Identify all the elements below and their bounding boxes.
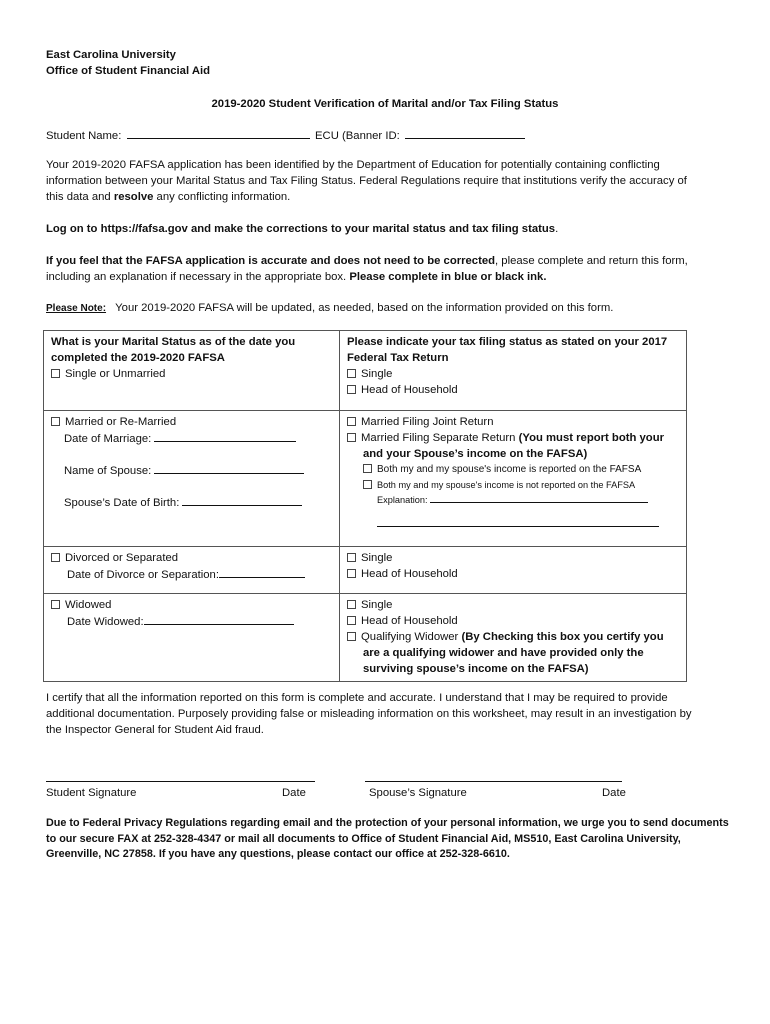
both-reported-checkbox[interactable] [363,464,372,473]
married-option[interactable] [51,414,333,430]
ecu-id-row [315,127,525,144]
divorce-date-label: Date of Divorce or Separation: [67,569,219,581]
certify-line-2: additional documentation. Purposely providing false or misleading information on this worksheet, may result in an investigation by [46,708,692,720]
separate-return-checkbox[interactable] [347,433,356,442]
divorce-date-field[interactable] [219,566,305,578]
married-checkbox[interactable] [51,417,60,426]
row3-hoh-checkbox[interactable] [347,569,356,578]
login-text: Log on to https://fafsa.gov and make the corrections to your marital status and tax filing status [46,223,556,235]
divorced-checkbox[interactable] [51,553,60,562]
tax-header-cell [340,331,687,411]
office-name: Office of Student Financial Aid [46,65,211,77]
intro-line-3 [46,189,290,205]
joint-return-option[interactable] [347,414,680,430]
divorced-cell [44,547,340,594]
accurate-rest: , please complete and return this form, [495,255,688,267]
divorced-option[interactable] [51,550,333,566]
student-signature-line[interactable] [46,781,315,782]
married-cell [44,411,340,547]
qualifying-widower-checkbox[interactable] [347,632,356,641]
login-period: . [555,223,559,235]
ecu-id-field[interactable] [405,127,525,139]
certify-line-3: the Inspector General for Student Aid fraud. [46,724,264,736]
widowed-date-field[interactable] [144,613,294,625]
explanation-field-2[interactable] [377,517,659,527]
row1-single-checkbox[interactable] [347,369,356,378]
intro-resolve: resolve [113,191,154,203]
widowed-date-label: Date Widowed: [67,616,144,628]
qualifying-note-1: (By Checking this box you certify you [461,631,664,643]
widowed-cell [44,594,340,682]
spouse-signature-line[interactable] [365,781,622,782]
row4-hoh-checkbox[interactable] [347,616,356,625]
both-reported-label: Both my and my spouse's income is reported on the FAFSA [377,464,642,475]
explanation-row [347,493,680,507]
qualifying-widower-option[interactable] [347,629,680,645]
tax-header-1: Please indicate your tax filing status as stated on your 2017 [347,336,668,348]
qualifying-widower-label: Qualifying Widower [361,631,459,643]
row4-hoh-label: Head of Household [361,615,458,627]
widowed-label: Widowed [65,599,112,611]
explanation-field[interactable] [430,493,648,503]
marital-header-2: completed the 2019-2020 FAFSA [51,352,225,364]
not-reported-checkbox[interactable] [363,480,372,489]
certify-line-1: I certify that all the information reported on this form is complete and accurate. I understand that I may be required to provide [46,692,668,704]
please-note-text: Your 2019-2020 FAFSA will be updated, as needed, based on the information provided on this form. [115,302,614,314]
student-name-row [46,127,310,144]
married-tax-cell [340,411,687,547]
table-row [44,547,687,594]
please-note-label: Please Note: [46,303,107,314]
not-reported-option[interactable] [347,478,680,493]
login-instruction [46,221,558,237]
widowed-option[interactable] [51,597,333,613]
single-unmarried-option[interactable] [51,366,333,382]
row1-hoh-label: Head of Household [361,384,458,396]
spouse-signature-label: Spouse’s Signature [369,787,467,799]
explanation-line-2[interactable] [347,516,680,532]
spouse-name-row [51,462,333,479]
row1-hoh-option[interactable] [347,382,680,398]
intro-line-3-pre: this data and [46,191,114,203]
ecu-id-label: ECU (Banner ID: [315,130,400,142]
spouse-dob-label: Spouse’s Date of Birth: [64,497,180,509]
widowed-tax-cell [340,594,687,682]
student-date-label: Date [282,787,306,799]
privacy-footer: Due to Federal Privacy Regulations regarding email and the protection of your personal information, we urge you to send documents to our secure FAX at 252-328-4347 or mail all documents to Office of Student Financial Aid, MS510, East Carolina University, Greenville, NC 27858. If you have any questions, please contact our office at 252-328-6610. [46,817,729,860]
student-name-field[interactable] [127,127,310,139]
table-row [44,331,687,411]
spouse-name-field[interactable] [154,462,304,474]
accurate-line-2 [46,269,546,285]
divorce-date-row [51,566,333,583]
marriage-date-label: Date of Marriage: [64,433,152,445]
joint-return-label: Married Filing Joint Return [361,416,494,428]
row4-single-option[interactable] [347,597,680,613]
spouse-date-label: Date [602,787,626,799]
spouse-dob-field[interactable] [182,494,302,506]
divorced-label: Divorced or Separated [65,552,179,564]
row3-hoh-option[interactable] [347,566,680,582]
not-reported-label: Both my and my spouse's income is not reported on the FAFSA [377,480,636,490]
row3-single-label: Single [361,552,393,564]
separate-return-label: Married Filing Separate Return [361,432,516,444]
separate-return-note-2: and your Spouse’s income on the FAFSA) [363,448,588,460]
student-signature-label: Student Signature [46,787,137,799]
intro-line-2: information between your Marital Status and Tax Filing Status. Federal Regulations require that institutions verify the accuracy of [46,175,687,187]
accurate-line-2-pre: including an explanation if necessary in the appropriate box. [46,271,350,283]
please-note [46,300,613,317]
ink-instruction: Please complete in blue or black ink. [349,271,547,283]
both-reported-option[interactable] [347,462,680,478]
qualifying-note-3: surviving spouse’s income on the FAFSA) [363,663,589,675]
accurate-bold: If you feel that the FAFSA application is accurate and does not need to be corrected [46,255,496,267]
page-title: 2019-2020 Student Verification of Marital and/or Tax Filing Status [211,98,559,110]
row4-hoh-option[interactable] [347,613,680,629]
intro-line-1: Your 2019-2020 FAFSA application has been identified by the Department of Education for potentially containing conflicting [46,159,660,171]
single-unmarried-label: Single or Unmarried [65,368,166,380]
table-row [44,594,687,682]
widowed-date-row [51,613,333,630]
row1-single-label: Single [361,368,393,380]
qualifying-note-2: are a qualifying widower and have provided only the [363,647,644,659]
joint-return-checkbox[interactable] [347,417,356,426]
marriage-date-field[interactable] [154,430,296,442]
married-label: Married or Re-Married [65,416,177,428]
spouse-dob-row [51,494,333,511]
explanation-label: Explanation: [377,495,428,505]
marriage-date-row [51,430,333,447]
tax-header-2: Federal Tax Return [347,352,449,364]
row3-single-checkbox[interactable] [347,553,356,562]
row4-single-checkbox[interactable] [347,600,356,609]
single-unmarried-checkbox[interactable] [51,369,60,378]
separate-return-note-1: (You must report both your [518,432,664,444]
table-row [44,411,687,547]
widowed-checkbox[interactable] [51,600,60,609]
status-table [43,330,687,682]
intro-line-3-post: any conflicting information. [153,191,291,203]
divorced-tax-cell [340,547,687,594]
row1-hoh-checkbox[interactable] [347,385,356,394]
university-name: East Carolina University [46,49,176,61]
spouse-name-label: Name of Spouse: [64,465,152,477]
accurate-line-1 [46,253,688,269]
row1-single-option[interactable] [347,366,680,382]
marital-header-1: What is your Marital Status as of the date you [51,336,296,348]
separate-return-option[interactable] [347,430,680,446]
row3-hoh-label: Head of Household [361,568,458,580]
row3-single-option[interactable] [347,550,680,566]
student-name-label: Student Name: [46,130,122,142]
row4-single-label: Single [361,599,393,611]
marital-header-cell [44,331,340,411]
